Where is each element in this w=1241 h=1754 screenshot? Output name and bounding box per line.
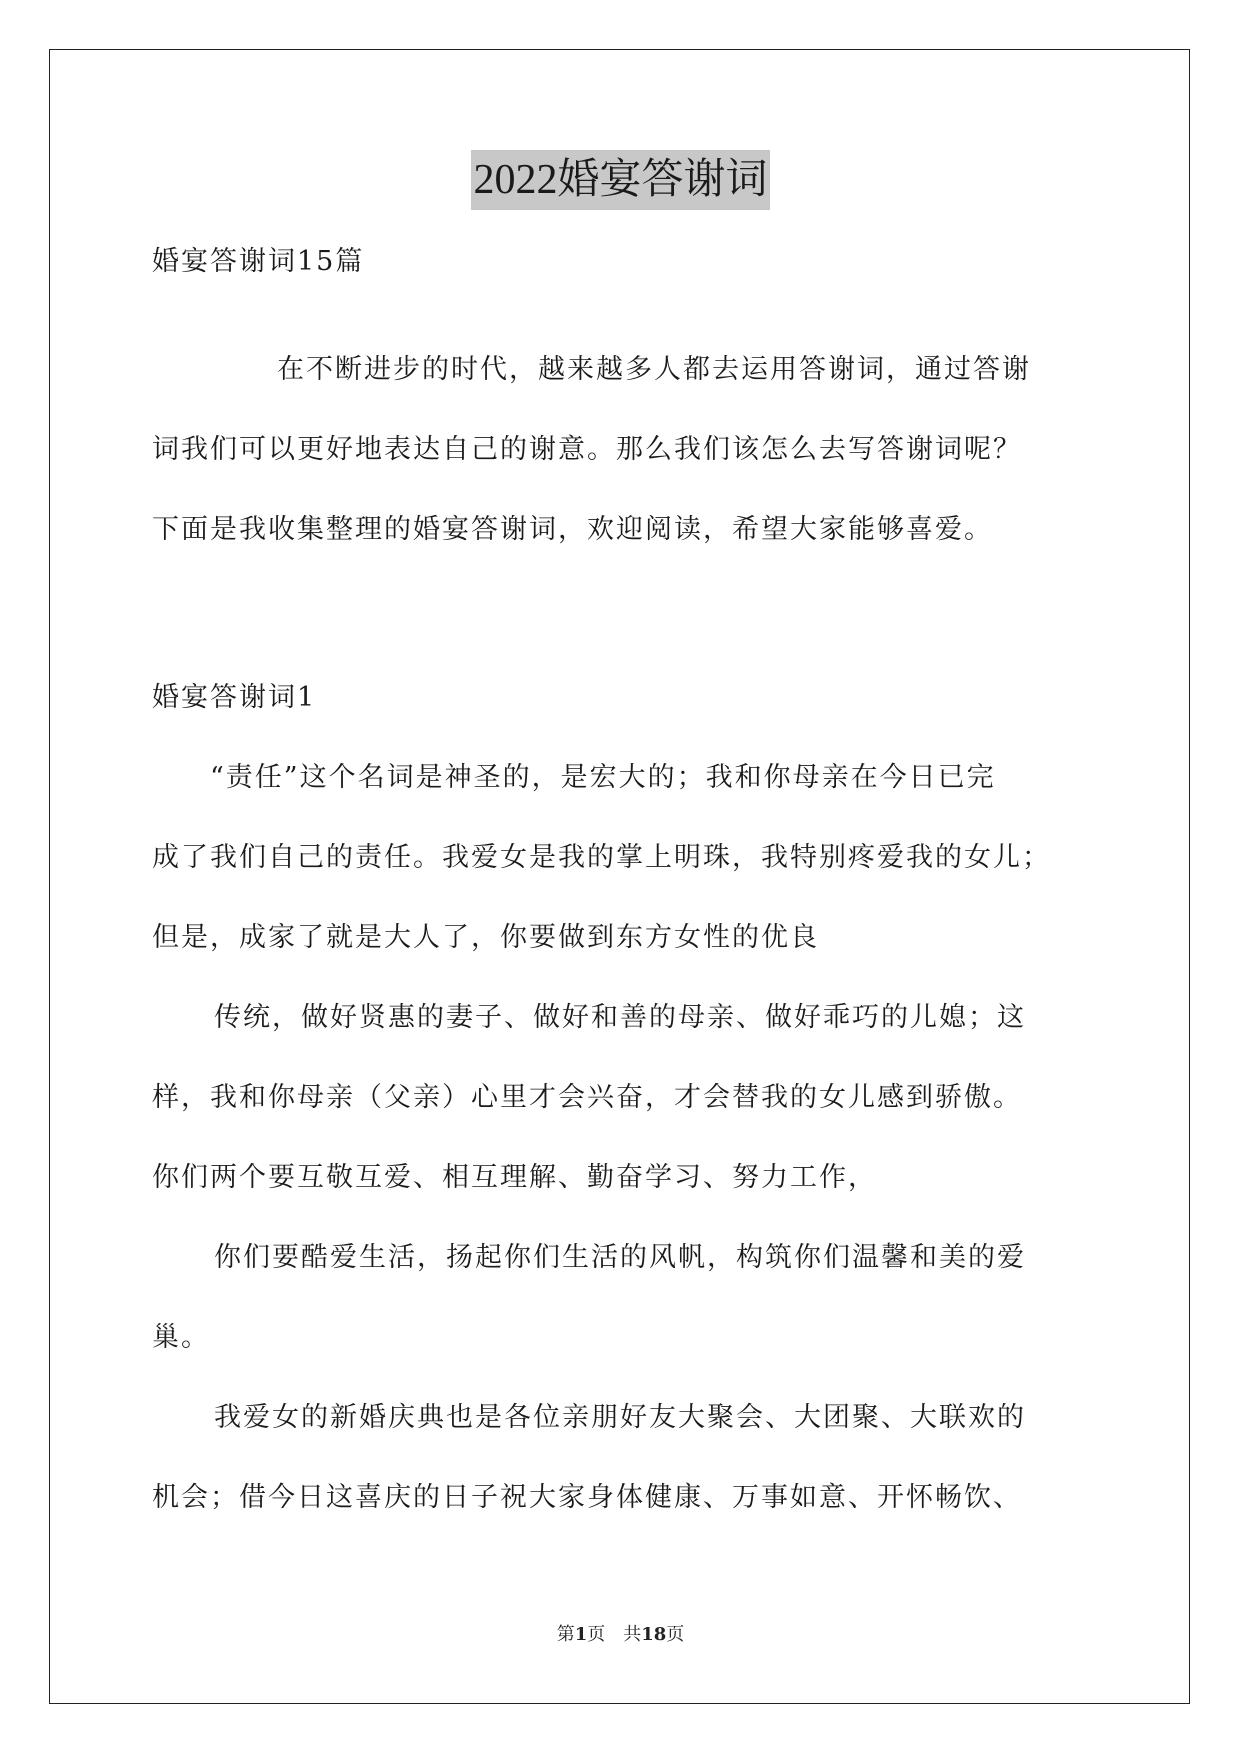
intro-line: 词我们可以更好地表达自己的谢意。那么我们该怎么去写答谢词呢？	[152, 434, 1022, 465]
page-border	[49, 49, 1190, 1704]
body-line: 我爱女的新婚庆典也是各位亲朋好友大聚会、大团聚、大联欢的	[214, 1402, 1026, 1433]
footer-page-number: 1	[574, 1624, 588, 1645]
body-line: 传统，做好贤惠的妻子、做好和善的母亲、做好乖巧的儿媳；这	[214, 1002, 1026, 1033]
section-heading: 婚宴答谢词1	[152, 682, 317, 713]
body-line: 巢。	[152, 1322, 210, 1353]
footer-prefix: 第	[556, 1624, 575, 1645]
intro-line: 下面是我收集整理的婚宴答谢词，欢迎阅读，希望大家能够喜爱。	[152, 514, 993, 545]
body-line: “责任”这个名词是神圣的，是宏大的；我和你母亲在今日已完	[210, 762, 996, 793]
body-line: 你们两个要互敬互爱、相互理解、勤奋学习、努力工作，	[152, 1162, 877, 1193]
body-line: 样，我和你母亲（父亲）心里才会兴奋，才会替我的女儿感到骄傲。	[152, 1082, 1022, 1113]
body-line: 但是，成家了就是大人了，你要做到东方女性的优良	[152, 922, 819, 953]
body-line: 机会；借今日这喜庆的日子祝大家身体健康、万事如意、开怀畅饮、	[152, 1482, 1022, 1513]
page-footer	[0, 1620, 1241, 1646]
body-line: 成了我们自己的责任。我爱女是我的掌上明珠，我特别疼爱我的女儿；	[152, 842, 1051, 873]
footer-total-pages: 18	[641, 1624, 667, 1645]
document-subtitle: 婚宴答谢词15篇	[152, 246, 365, 277]
footer-suffix: 页	[666, 1624, 685, 1645]
document-title: 2022婚宴答谢词	[471, 150, 769, 210]
body-line: 你们要酷爱生活，扬起你们生活的风帆，构筑你们温馨和美的爱	[214, 1242, 1026, 1273]
footer-middle: 页 共	[587, 1624, 642, 1645]
intro-line: 在不断进步的时代，越来越多人都去运用答谢词，通过答谢	[277, 354, 1031, 385]
document-title-container	[0, 150, 1241, 210]
